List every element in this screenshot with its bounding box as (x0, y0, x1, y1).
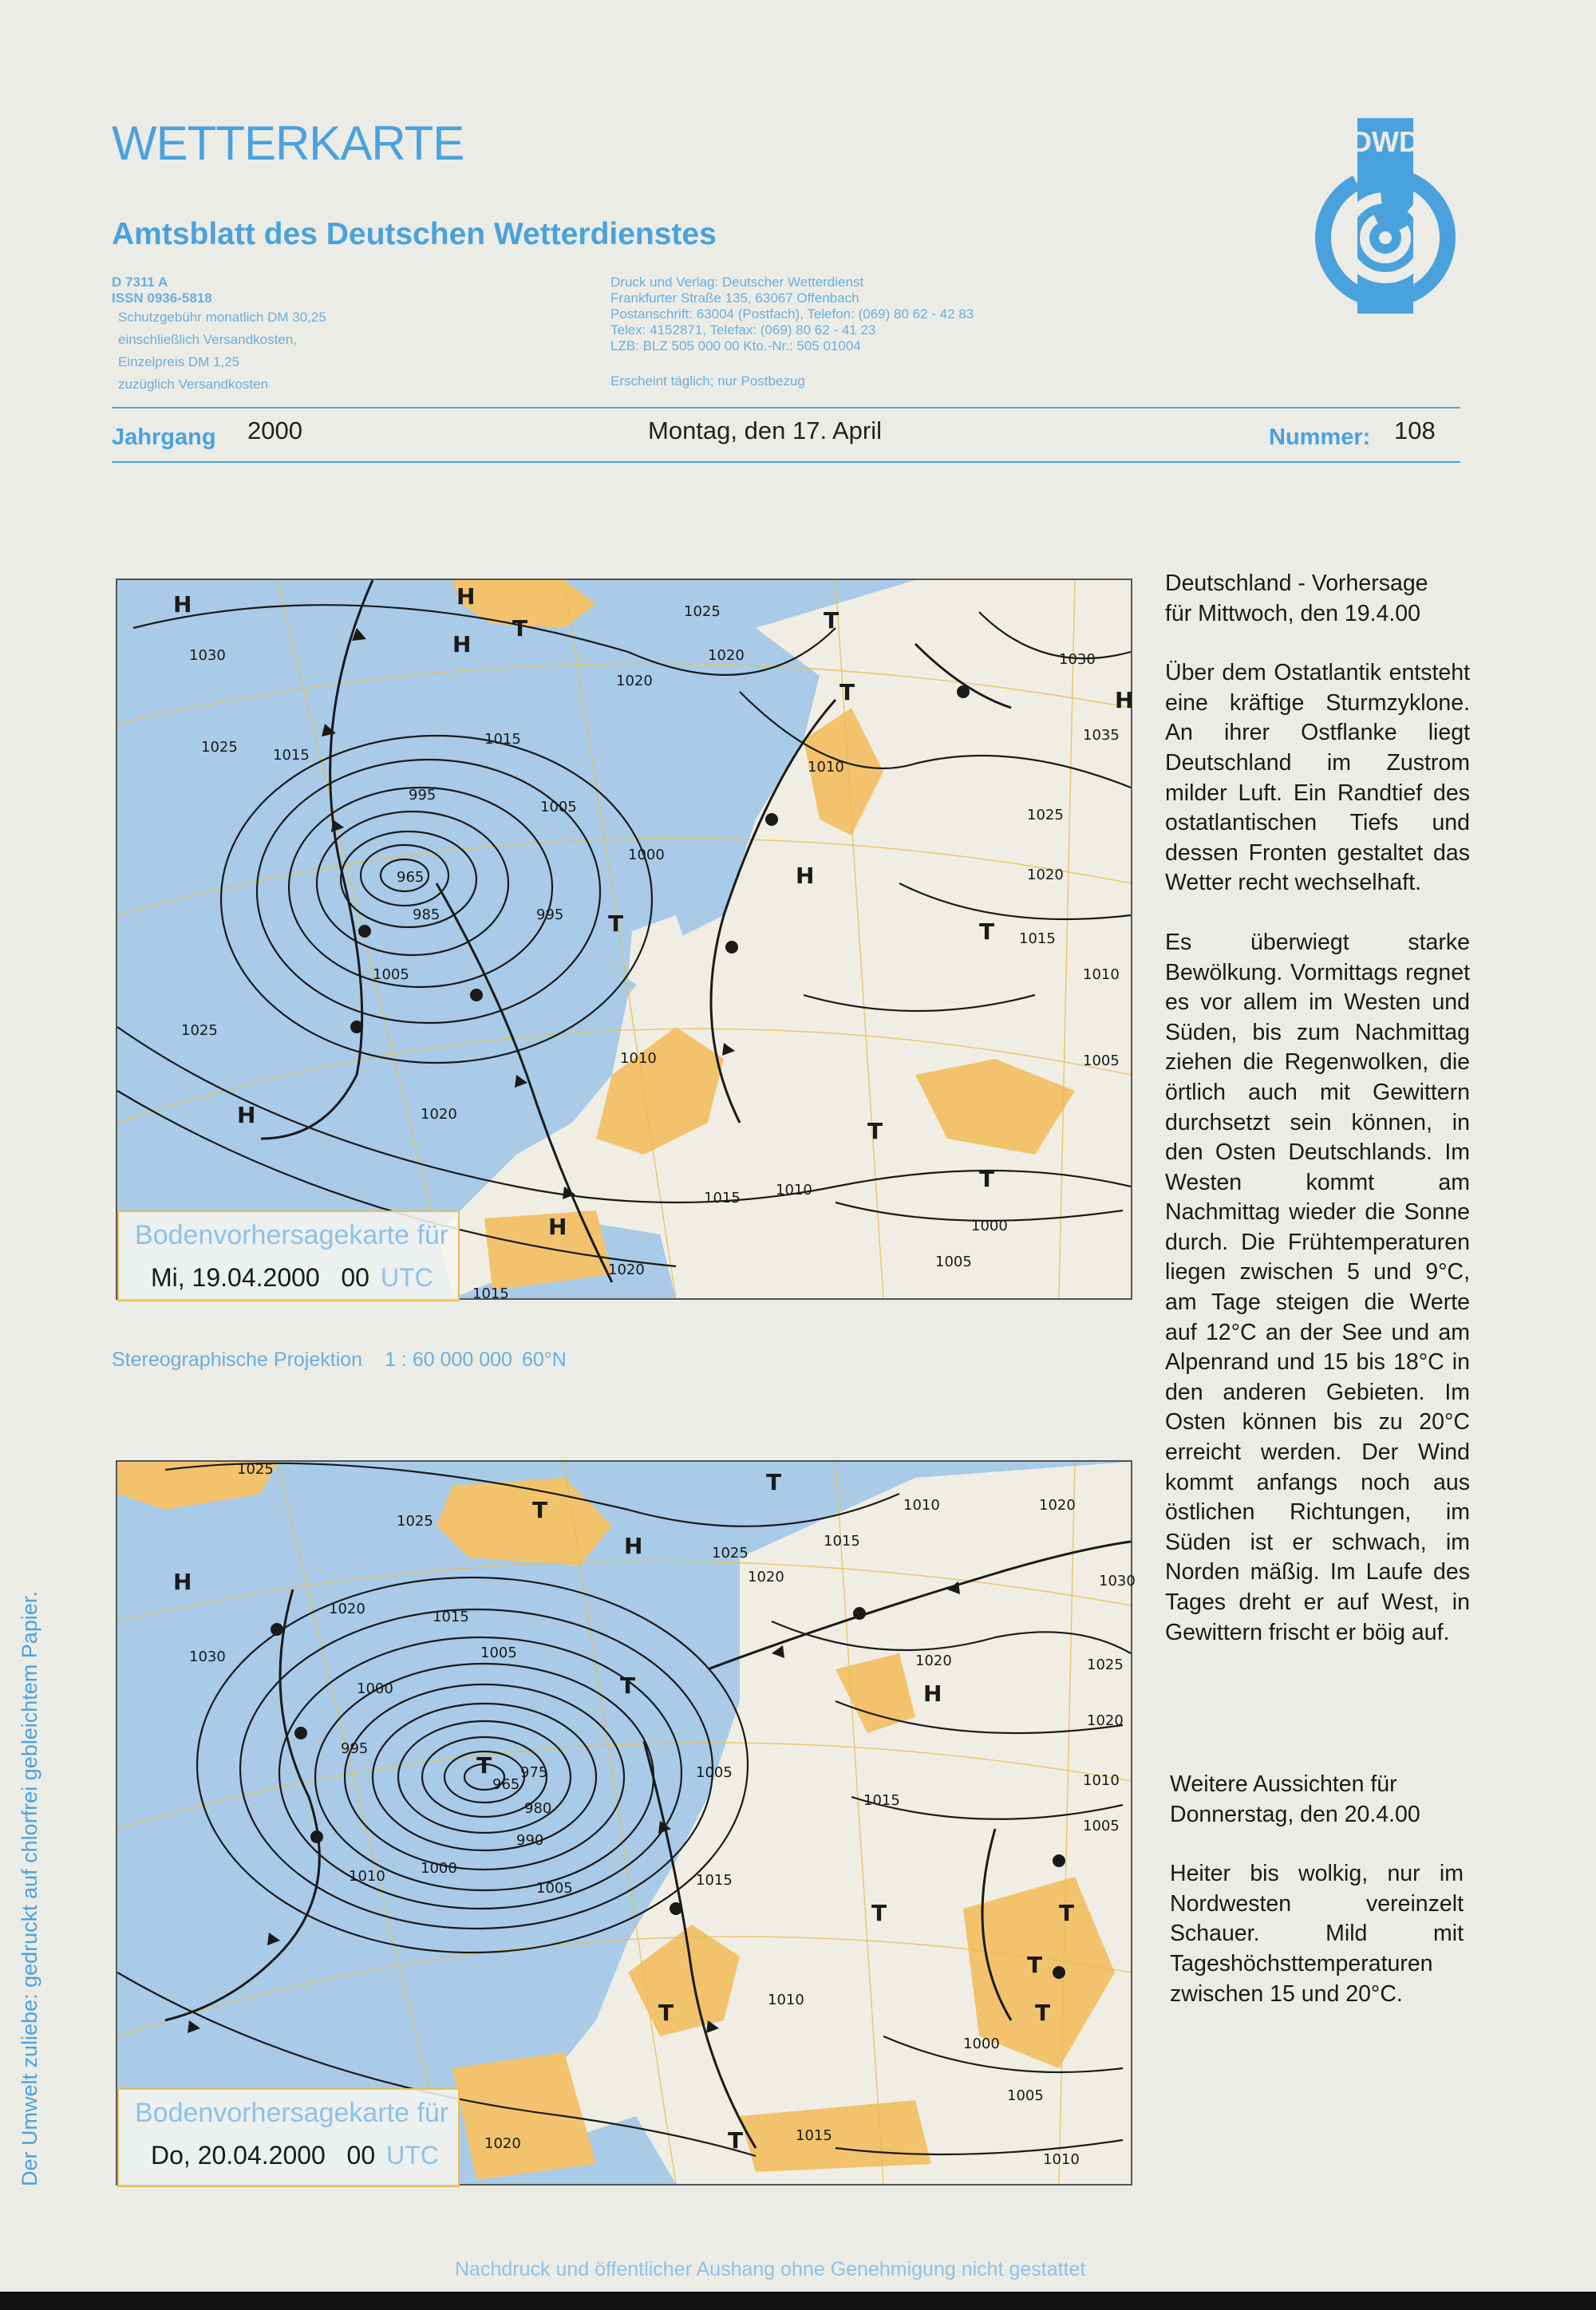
issue-date: Montag, den 17. April (648, 417, 882, 444)
map1-utc: UTC (380, 1263, 433, 1292)
map1-low: T (979, 918, 995, 945)
map2-isobar-label: 1010 (903, 1497, 940, 1514)
scan-edge (0, 2292, 1596, 2310)
map2-isobar-label: 1000 (963, 2036, 1000, 2052)
map2-isobar-label: 990 (516, 1832, 544, 1849)
map1-isobar-label: 1015 (1019, 930, 1056, 947)
map1-isobar-label: 1020 (608, 1262, 645, 1278)
outlook-heading: Weitere Aussichten für (1170, 1771, 1397, 1797)
map2-isobar-label: 1020 (484, 2135, 521, 2152)
publisher-line: Frankfurter Straße 135, 63067 Offenbach (610, 290, 859, 306)
map1-high: H (173, 591, 192, 618)
year-value: 2000 (247, 417, 302, 444)
map1-isobar-label: 1030 (1059, 651, 1096, 668)
map1-low: T (979, 1166, 995, 1192)
outlook-subheading: Donnerstag, den 20.4.00 (1170, 1801, 1420, 1827)
map1-high: H (1115, 687, 1134, 713)
map2-low: T (476, 1752, 492, 1779)
map1-isobar-label: 1030 (189, 647, 226, 664)
map2-low: T (871, 1900, 887, 1926)
map2-low: T (766, 1469, 782, 1495)
map2-isobar-label: 1015 (696, 1872, 733, 1889)
projection-note (112, 1348, 567, 1372)
dwd-logo (1306, 118, 1465, 314)
map1-high: H (237, 1102, 256, 1128)
map1-isobar-label: 1000 (628, 847, 665, 863)
map2-isobar-label: 1020 (915, 1653, 952, 1669)
page-subtitle: Amtsblatt des Deutschen Wetterdienstes (112, 217, 717, 251)
map1-isobar-label: 1005 (540, 799, 577, 815)
map2-isobar-label: 1030 (1099, 1573, 1136, 1589)
map1-isobar-label: 1025 (1027, 807, 1064, 823)
map2-isobar-label: 1010 (349, 1868, 385, 1885)
outlook-column (1170, 1770, 1464, 2009)
projection-name: Stereographische Projektion (112, 1348, 363, 1371)
map1-isobar-label: 1035 (1083, 727, 1120, 744)
fee-line: Schutzgebühr monatlich DM 30,25 (118, 310, 326, 325)
map2-isobar-label: 1010 (768, 1992, 804, 2008)
publisher-info (610, 274, 974, 389)
map1-high: H (796, 863, 815, 889)
map2-date: Do, 20.04.2000 (151, 2141, 326, 2170)
map2-low: T (658, 2000, 674, 2026)
map1-caption (117, 1210, 460, 1301)
map2-isobar-label: 1005 (696, 1764, 733, 1781)
fee-line: zuzüglich Versandkosten (118, 377, 269, 392)
map2-isobar-label: 1010 (1043, 2151, 1080, 2168)
publication-codes (112, 274, 326, 396)
map1-low: T (608, 910, 624, 937)
number-value: 108 (1394, 417, 1436, 444)
map1-isobar-label: 1010 (1083, 966, 1120, 983)
outlook-text: Heiter bis wolkig, nur im Nordwesten vereinzelt Schauer. Mild mit Tageshöchsttemperaturen zwischen 15 und 20°C. (1170, 1861, 1464, 2007)
map1-isobar-label: 1005 (373, 966, 409, 983)
map2-isobar-label: 1020 (1039, 1497, 1076, 1514)
map2-high: H (624, 1533, 643, 1559)
map1-low: T (824, 607, 839, 634)
map1-isobar-label: 1015 (484, 731, 521, 748)
map1-low: T (512, 615, 528, 642)
map2-isobar-label: 1020 (1087, 1712, 1124, 1729)
map1-high: H (456, 583, 476, 610)
number-label: Nummer: (1269, 424, 1371, 450)
map2-isobar-label: 1015 (863, 1792, 900, 1809)
map2-time: 00 (346, 2141, 376, 2170)
year-label: Jahrgang (112, 424, 216, 450)
map2-isobar-label: 1010 (1083, 1772, 1120, 1789)
map2-isobar-label: 1025 (1087, 1656, 1124, 1673)
map2-isobar-label: 1005 (480, 1645, 517, 1661)
issn: ISSN 0936-5818 (112, 290, 212, 306)
map1-center-low: 965 (397, 869, 425, 886)
map1-isobar-label: 995 (536, 906, 564, 923)
map1-caption-date (151, 1263, 433, 1293)
map2-isobar-label: 980 (524, 1800, 552, 1817)
map1-high: H (548, 1214, 567, 1240)
map1-isobar-label: 1025 (181, 1022, 218, 1039)
projection-latitude: 60°N (521, 1348, 567, 1371)
map2-isobar-label: 1020 (329, 1601, 365, 1617)
map2-high: H (923, 1680, 942, 1707)
environment-side-note: Der Umwelt zuliebe: gedruckt auf chlorfrei gebleichtem Papier. (18, 1591, 41, 2186)
publisher-line: LZB: BLZ 505 000 00 Kto.-Nr.: 505 01004 (610, 338, 861, 353)
forecast-paragraph-details: Es überwiegt starke Bewölkung. Vormittags regnet es vor allem im Westen und Süden, bis zum Nachmittag ziehen die Regenwolken, die örtlich auch mit Gewittern durchsetzt sein können, in den Osten Deutschlands. Im Westen kommt am Nachmittag wieder die Sonne durch. Die Frühtemperaturen liegen zwischen 5 und 9°C, am Tage steigen die Werte auf 12°C an der See und am Alpenrand und 15 bis 18°C in den anderen Gebieten. Im Osten können bis zu 20°C erreicht werden. Der Wind kommt anfangs noch aus östlichen Richtungen, im Süden ist er schwach, im Norden mäßig. Im Laufe des Tages dreht er auf West, in Gewittern frischt er böig auf. (1165, 929, 1470, 1645)
publication-code: D 7311 A (112, 274, 168, 290)
forecast-heading: Deutschland - Vorhersage (1165, 571, 1428, 596)
map1-isobar-label: 995 (409, 787, 437, 804)
map2-low: T (1059, 1900, 1075, 1926)
map1-isobar-label: 1020 (708, 647, 745, 664)
map2-isobar-label: 995 (341, 1740, 369, 1757)
map1-isobar-label: 1020 (1027, 867, 1064, 883)
forecast-column (1165, 569, 1470, 1648)
map2-low: T (532, 1497, 548, 1523)
map2-isobar-label: 975 (520, 1764, 548, 1781)
map2-isobar-label: 1020 (748, 1569, 784, 1585)
map1-isobar-label: 1015 (704, 1190, 741, 1206)
map1-isobar-label: 1010 (620, 1050, 657, 1067)
map2-isobar-label: 1005 (536, 1880, 573, 1897)
map1-caption-title: Bodenvorhersagekarte für (135, 1220, 449, 1250)
map2-isobar-label: 1015 (824, 1533, 860, 1550)
map1-isobar-label: 1010 (808, 759, 844, 776)
dwd-logo-text: DWD (1351, 125, 1420, 158)
map2-isobar-label: 1005 (1007, 2087, 1044, 2104)
fee-line: Einzelpreis DM 1,25 (118, 354, 240, 369)
map1-low: T (867, 1118, 883, 1144)
map1-isobar-label: 1005 (935, 1254, 972, 1270)
publisher-line: Telex: 4152871, Telefax: (069) 80 62 - 41 23 (610, 322, 876, 338)
map2-isobar-label: 1025 (712, 1545, 749, 1562)
map2-isobar-label: 1015 (433, 1609, 469, 1625)
map2-low: T (620, 1672, 636, 1699)
map2-isobar-label: 1000 (357, 1680, 393, 1697)
map1-isobar-label: 1020 (616, 673, 653, 689)
map1-low: T (839, 679, 855, 705)
map2-isobar-label: 1005 (1083, 1818, 1120, 1834)
forecast-subheading: für Mittwoch, den 19.4.00 (1165, 600, 1421, 626)
map2-isobar-label: 1015 (796, 2127, 832, 2144)
issue-info-row (112, 415, 1460, 455)
map2-utc: UTC (386, 2141, 439, 2170)
header-rule-top (112, 407, 1460, 409)
map1-high: H (452, 631, 472, 657)
map2-center-low: 965 (492, 1776, 520, 1793)
map1-isobar-label: 1005 (1083, 1052, 1120, 1069)
map1-isobar-label: 1020 (421, 1106, 457, 1123)
map1-isobar-label: 1015 (472, 1285, 509, 1302)
publication-note: Erscheint täglich; nur Postbezug (610, 373, 805, 389)
map2-caption-date (151, 2141, 439, 2170)
map1-isobar-label: 1015 (273, 747, 310, 764)
map2-isobar-label: 1030 (189, 1649, 226, 1665)
map2-isobar-label: 1025 (397, 1513, 433, 1530)
map1-isobar-label: 1010 (776, 1182, 812, 1198)
map2-low: T (728, 2127, 744, 2154)
header-rule-bottom (112, 461, 1460, 463)
page-title: WETTERKARTE (112, 116, 464, 170)
map1-isobar-label: 1025 (684, 603, 721, 620)
forecast-map-wednesday (116, 578, 1132, 1300)
forecast-map-thursday (116, 1460, 1136, 2186)
map2-caption (117, 2088, 460, 2187)
map2-high: H (173, 1569, 192, 1595)
publisher-line: Postanschrift: 63004 (Postfach), Telefon: (069) 80 62 - 42 83 (610, 306, 974, 322)
map2-isobar-label: 1000 (421, 1860, 457, 1877)
map1-isobar-label: 985 (413, 906, 440, 923)
reprint-notice: Nachdruck und öffentlicher Aushang ohne Genehmigung nicht gestattet (455, 2258, 1086, 2280)
map1-isobar-label: 1000 (971, 1218, 1008, 1234)
fee-line: einschließlich Versandkosten, (118, 332, 297, 347)
forecast-paragraph-synopsis: Über dem Ostatlantik entsteht eine kräftige Sturmzyklone. An ihrer Ostflanke liegt Deutschland im Zustrom milder Luft. Ein Randtief des ostatlantischen Tiefs und dessen Fronten gestaltet das Wetter recht wechselhaft. (1165, 660, 1470, 896)
map1-date: Mi, 19.04.2000 (151, 1263, 320, 1292)
projection-scale: 1 : 60 000 000 (385, 1348, 512, 1371)
map2-low: T (1035, 2000, 1051, 2026)
map1-time: 00 (341, 1263, 369, 1292)
map2-low: T (1027, 1952, 1043, 1978)
map1-isobar-label: 1025 (201, 739, 238, 756)
map2-caption-title: Bodenvorhersagekarte für (135, 2098, 449, 2128)
map2-isobar-label: 1025 (237, 1461, 274, 1478)
publisher-line: Druck und Verlag: Deutscher Wetterdienst (610, 274, 864, 290)
